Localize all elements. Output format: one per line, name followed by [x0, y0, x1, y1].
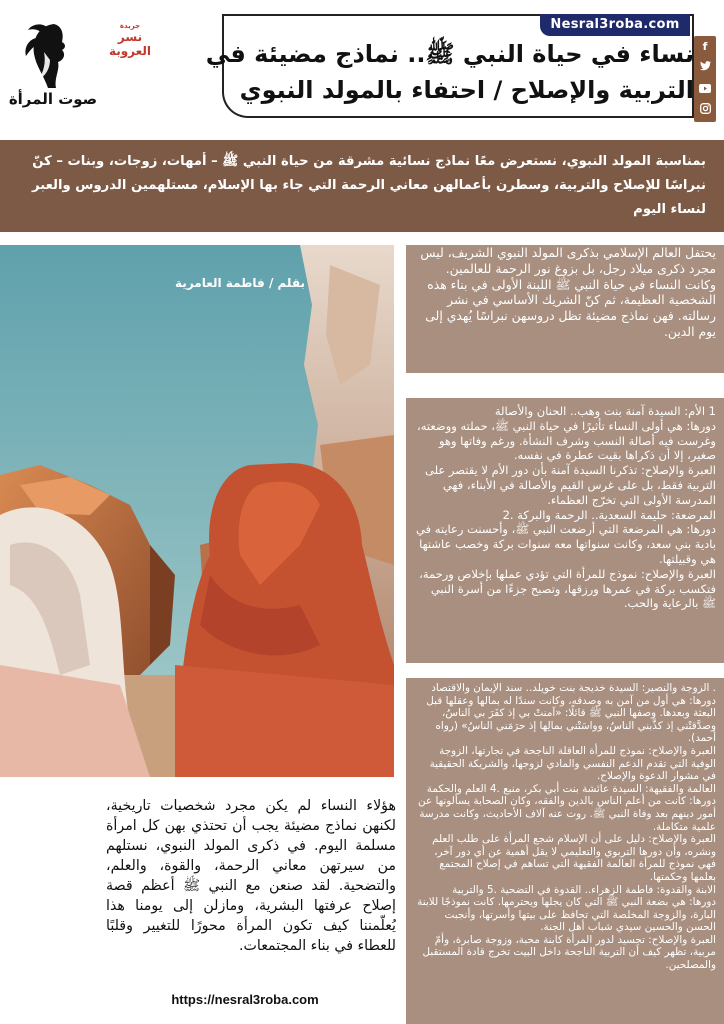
paragraph: دورها: هي المرضعة التي أرضعت النبي ﷺ، وأحسنت رعايته في بادية بني سعد، وكانت سنواتها معه سنوات بركة وخصب عاشتها هي وقبيلتها. [415, 522, 716, 566]
paragraph: 1 الأم: السيدة آمنة بنت وهب.. الحنان والأصالة [494, 404, 716, 418]
paragraph: العبرة والإصلاح: نموذج للمرأة العاقلة الناجحة في تجارتها، الزوجة الوفية التي تقدم الدعم النفسي والمادي لزوجها، والشريكة الحقيقية في مشوار الدعوة والإصلاح. [429, 744, 716, 783]
paragraph: دورها: هي أولى النساء تأثيرًا في حياة النبي ﷺ، حملته ووضعته، وغرست فيه أصالة النسب وشرف النشأة. ورغم وفاتها وهو صغير، إلا أن ذكراها بقيت عطرة في نفسه. [417, 418, 716, 463]
paragraph: العبرة والإصلاح: دليل على أن الإسلام شجع المرأة على طلب العلم ونشره، وأن دورها التربوي والتعليمي لا يقل أهمية عن أي دور آخر، فهي نموذج للمرأة العالمة الفقيهة التي تساهم في إصلاح المجتمع بعلمها وحكمتها. [432, 833, 716, 883]
facebook-icon[interactable]: f [702, 39, 708, 53]
twitter-icon[interactable] [697, 60, 713, 76]
newspaper-kicker: جريدة [119, 22, 141, 30]
paragraph: دورها: هي بضعة النبي ﷺ التي كان يجلها ويحترمها. كانت نموذجًا للابنة البارة، والزوجة المخلصة التي تحافظ على بيتها وأسرتها، وأنجبت الحسن والحسين سيدي شباب أهل الجنة. [417, 896, 716, 934]
closing-paragraph: هؤلاء النساء لم يكن مجرد شخصيات تاريخية، لكنهن نماذج مضيئة يجب أن تحتذي بهن كل امرأة مسلمة اليوم. في ذكرى المولد النبوي، نستلهم من سيرتهن معاني الرحمة، والقوة، والعلم، والتضحية. لقد صنعن مع النبي ﷺ أعظم قصة إصلاح عرفتها البشرية، ومازلن إلى يومنا هذا يُعلّمننا كيف تكون المرأة محورًا للتغيير وقلبًا للعطاء في بناء المجتمعات. [106, 798, 396, 954]
paragraph: المرضعة: حليمة السعدية.. الرحمة والبركة .2 [502, 507, 716, 522]
author-byline: بقلم / فاطمة العامرية [175, 276, 305, 290]
site-tag[interactable]: Nesral3roba.com [540, 14, 690, 36]
paragraph: العالمة والفقيهة: السيدة عائشة بنت أبي بكر، منبع .4 العلم والحكمة [426, 782, 716, 795]
paragraph: دورها: هي أول من آمن به وصدقه، وكانت سندًا له بمالها وعقلها قبل البعثة وبعدها. وصفها النبي ﷺ قائلًا: «آمنتْ بي إذ كفَرَ بي الناسُ، وصدَّقتْني إذ كذَّبني الناسُ، وواسَتْني بمالِها إذ حرَمَني الناسُ» (رواه أحمد). [426, 694, 716, 745]
paragraph: . الزوجة والنصير: السيدة خديجة بنت خويلد.. سند الإيمان والاقتصاد [431, 682, 716, 694]
paragraph: العبرة والإصلاح: تذكرنا السيدة آمنة بأن دور الأم لا يقتصر على التربية فقط، بل على غرس القيم والأصالة في الأبناء، فهي المدرسة الأولى التي تخرّج العظماء. [425, 463, 716, 507]
site-url-link[interactable]: https://nesral3roba.com [171, 992, 319, 1007]
instagram-icon[interactable] [697, 103, 713, 119]
newspaper-name: نسر العروبة [108, 30, 152, 58]
logo-wordmark: صوت المرأة [8, 90, 98, 108]
article-photo [0, 245, 394, 777]
article-title: نساء في حياة النبي ﷺ.. نماذج مضيئة في التربية والإصلاح / احتفاء بالمولد النبوي [205, 40, 694, 104]
mother-and-nurse-box [406, 398, 724, 663]
intro-paragraph-box [406, 245, 724, 373]
social-links-bar [694, 36, 716, 122]
paragraph: الابنة والقدوة: فاطمة الزهراء.. القدوة في التضحية .5 والتربية [452, 883, 716, 896]
youtube-icon[interactable] [697, 82, 713, 98]
paragraph: دورها: كانت من أعلم الناس بالدين والفقه، وكان الصحابة يسألونها عن أمور دينهم بعد وفاة النبي ﷺ. روت عنه آلاف الأحاديث، وكانت مدرسة علمية متكاملة. [418, 795, 716, 833]
intro-paragraph: يحتفل العالم الإسلامي بذكرى المولد النبوي الشريف، ليس مجرد ذكرى ميلاد رجل، بل بزوغ نور الرحمة للعالمين. وكانت النساء في حياة النبي ﷺ اللبنة الأولى في بناء هذه الشخصية العظيمة، ثم كنّ الشريك الأساسي في نشر رسالته. فهن نماذج مضيئة تظل دروسهن نبراسًا يُهدي إلى يوم الدين. [420, 245, 716, 339]
paragraph: العبرة والإصلاح: نموذج للمرأة التي تؤدي عملها بإخلاص ورحمة، فتكسب بركة في عمرها ورزقها، وتصبح جزءًا من أسرة النبي ﷺ بالرعاية والحب. [419, 566, 716, 611]
wives-and-daughter-box [406, 678, 724, 1024]
intro-lead-text: بمناسبة المولد النبوي، نستعرض معًا نماذج نسائية مشرقة من حياة النبي ﷺ – أمهات، زوجات، وبنات – كنّ نبراسًا للإصلاح والتربية، وسطرن بأعمالهن معاني الرحمة التي جاء بها الإسلام، مستلهمين الدروس والعبر لنساء اليوم [32, 154, 706, 217]
paragraph: العبرة والإصلاح: تجسيد لدور المرأة كابنة محبة، وزوجة صابرة، وأمّ مربية، تظهر كيف أن التربية الناجحة داخل البيت تخرج قادة المستقبل والمصلحين. [422, 933, 716, 972]
